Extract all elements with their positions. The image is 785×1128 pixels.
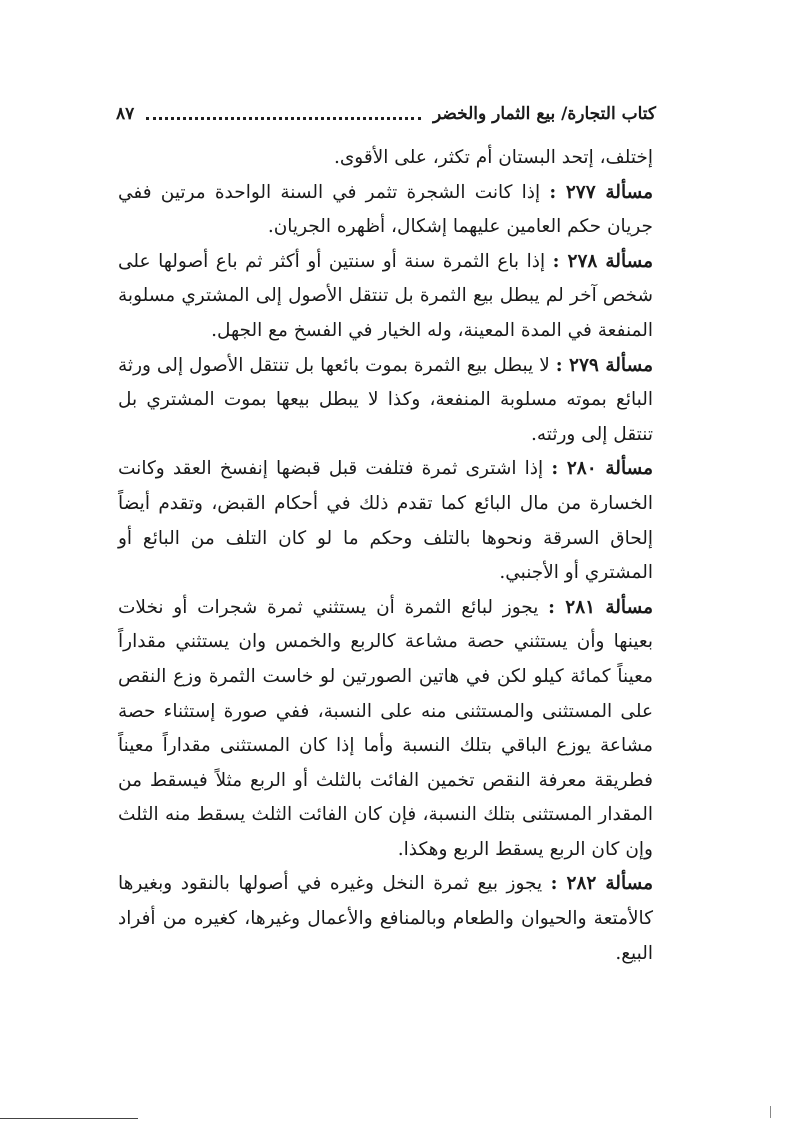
scan-edge-line bbox=[0, 1118, 138, 1119]
running-header bbox=[116, 100, 656, 128]
body-text bbox=[118, 141, 653, 971]
issue-label: مسألة ٢٧٨ : bbox=[552, 250, 653, 272]
header-title: كتاب التجارة/ بيع الثمار والخضر bbox=[433, 104, 656, 124]
paragraph-continuation bbox=[118, 141, 653, 176]
issue-label: مسألة ٢٨١ : bbox=[548, 596, 653, 618]
header-leader-dots bbox=[146, 117, 421, 120]
page-number: ٨٧ bbox=[116, 104, 135, 124]
issue-277 bbox=[118, 176, 653, 245]
issue-label: مسألة ٢٧٧ : bbox=[549, 181, 653, 203]
paragraph-text: لا يبطل بيع الثمرة بموت بائعها بل تنتقل الأصول إلى ورثة البائع بموته مسلوبة المنفعة، وكذا لا يبطل بيعها بموت المشتري بل تنتقل إلى ورثته. bbox=[118, 354, 653, 445]
paragraph-text: إختلف، إتحد البستان أم تكثر، على الأقوى. bbox=[333, 147, 653, 168]
issue-282 bbox=[118, 867, 653, 971]
issue-280 bbox=[118, 452, 653, 590]
issue-281 bbox=[118, 591, 653, 868]
issue-label: مسألة ٢٨٢ : bbox=[550, 873, 653, 895]
paragraph-text: إذا اشترى ثمرة فتلفت قبل قبضها إنفسخ العقد وكانت الخسارة من مال البائع كما تقدم ذلك في أحكام القبض، وتقدم أيضاً إلحاق السرقة ونحوها بالتلف وحكم ما لو كان التلف من البائع أو المشتري أو الأجنبي. bbox=[118, 458, 653, 584]
issue-279 bbox=[118, 349, 653, 453]
paragraph-text: إذا باع الثمرة سنة أو سنتين أو أكثر ثم باع أصولها على شخص آخر لم يبطل بيع الثمرة بل تنتقل الأصول إلى المشتري مسلوبة المنفعة في المدة المعينة، وله الخيار في الفسخ مع الجهل. bbox=[118, 250, 653, 341]
scan-corner-mark bbox=[770, 1106, 771, 1118]
paragraph-text: يجوز لبائع الثمرة أن يستثني ثمرة شجرات أو نخلات بعينها وأن يستثني حصة مشاعة كالربع والخمس وان يستثني مقداراً معيناً كمائة كيلو لكن في هاتين الصورتين لو خاست الثمرة وزع النقص على المستثنى والمستثنى منه على النسبة، ففي صورة إستثناء حصة مشاعة يوزع الباقي بتلك النسبة وأما إذا كان المستثنى مقداراً معيناً فطريقة معرفة النقص تخمين الفائت بالثلث أو الربع مثلاً فيسقط من المقدار المستثنى بتلك النسبة، فإن كان الفائت الثلث يسقط منه الثلث وإن كان الربع يسقط الربع وهكذا. bbox=[118, 596, 653, 860]
paragraph-text: يجوز بيع ثمرة النخل وغيره في أصولها بالنقود وبغيرها كالأمتعة والحيوان والطعام وبالمنافع والأعمال وغيرها، كغيره من أفراد البيع. bbox=[118, 873, 653, 964]
issue-278 bbox=[118, 245, 653, 349]
paragraph-text: إذا كانت الشجرة تثمر في السنة الواحدة مرتين ففي جريان حكم العامين عليهما إشكال، أظهره الجريان. bbox=[118, 181, 653, 238]
issue-label: مسألة ٢٨٠ : bbox=[551, 458, 653, 480]
issue-label: مسألة ٢٧٩ : bbox=[555, 354, 653, 376]
